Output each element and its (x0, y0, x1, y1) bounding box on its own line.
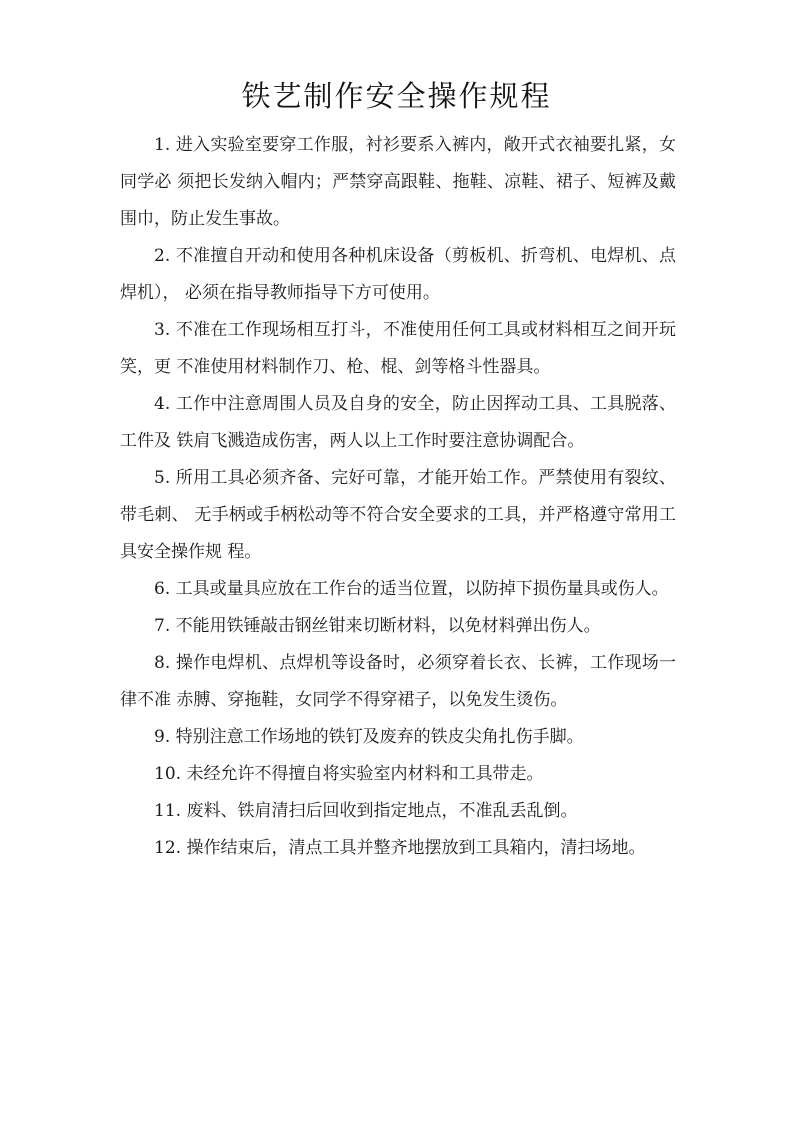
rule-item-12: 12. 操作结束后，清点工具并整齐地摆放到工具箱内，清扫场地。 (154, 838, 646, 858)
rule-item-10: 10. 未经允许不得擅自将实验室内材料和工具带走。 (154, 764, 544, 784)
rules-list (120, 127, 676, 867)
rule-item-3: 3. 不准在工作现场相互打斗，不准使用任何工具或材料相互之间开玩笑，更 不准使用材料制作刀、枪、棍、剑等格斗性器具。 (120, 320, 676, 377)
rule-item-6: 6. 工具或量具应放在工作台的适当位置，以防掉下损伤量具或伤人。 (154, 579, 669, 599)
rule-item-7: 7. 不能用铁锤敲击钢丝钳来切断材料，以免材料弹出伤人。 (154, 616, 601, 636)
rule-item-1: 1. 进入实验室要穿工作服，衬衫要系入裤内，敞开式衣袖要扎紧，女同学必 须把长发纳入帽内；严禁穿高跟鞋、拖鞋、凉鞋、裙子、短裤及戴围巾，防止发生事故。 (120, 135, 676, 229)
document-title: 铁艺制作安全操作规程 (241, 79, 552, 113)
rule-item-4: 4. 工作中注意周围人员及自身的安全，防止因挥动工具、工具脱落、工件及 铁肩飞溅造成伤害，两人以上工作时要注意协调配合。 (120, 394, 676, 451)
rule-item-2: 2. 不准擅自开动和使用各种机床设备（剪板机、折弯机、电焊机、点焊机）， 必须在指导教师指导下方可使用。 (120, 246, 676, 303)
rule-item-5: 5. 所用工具必须齐备、完好可靠，才能开始工作。严禁使用有裂纹、带毛刺、 无手柄或手柄松动等不符合安全要求的工具，并严格遵守常用工具安全操作规 程。 (120, 468, 676, 562)
rule-item-11: 11. 废料、铁肩清扫后回收到指定地点，不准乱丢乱倒。 (154, 801, 578, 821)
rule-item-9: 9. 特别注意工作场地的铁钉及废弃的铁皮尖角扎伤手脚。 (154, 727, 584, 747)
rule-item-8: 8. 操作电焊机、点焊机等设备时，必须穿着长衣、长裤，工作现场一律不准 赤膊、穿拖鞋，女同学不得穿裙子，以免发生烫伤。 (120, 653, 676, 710)
